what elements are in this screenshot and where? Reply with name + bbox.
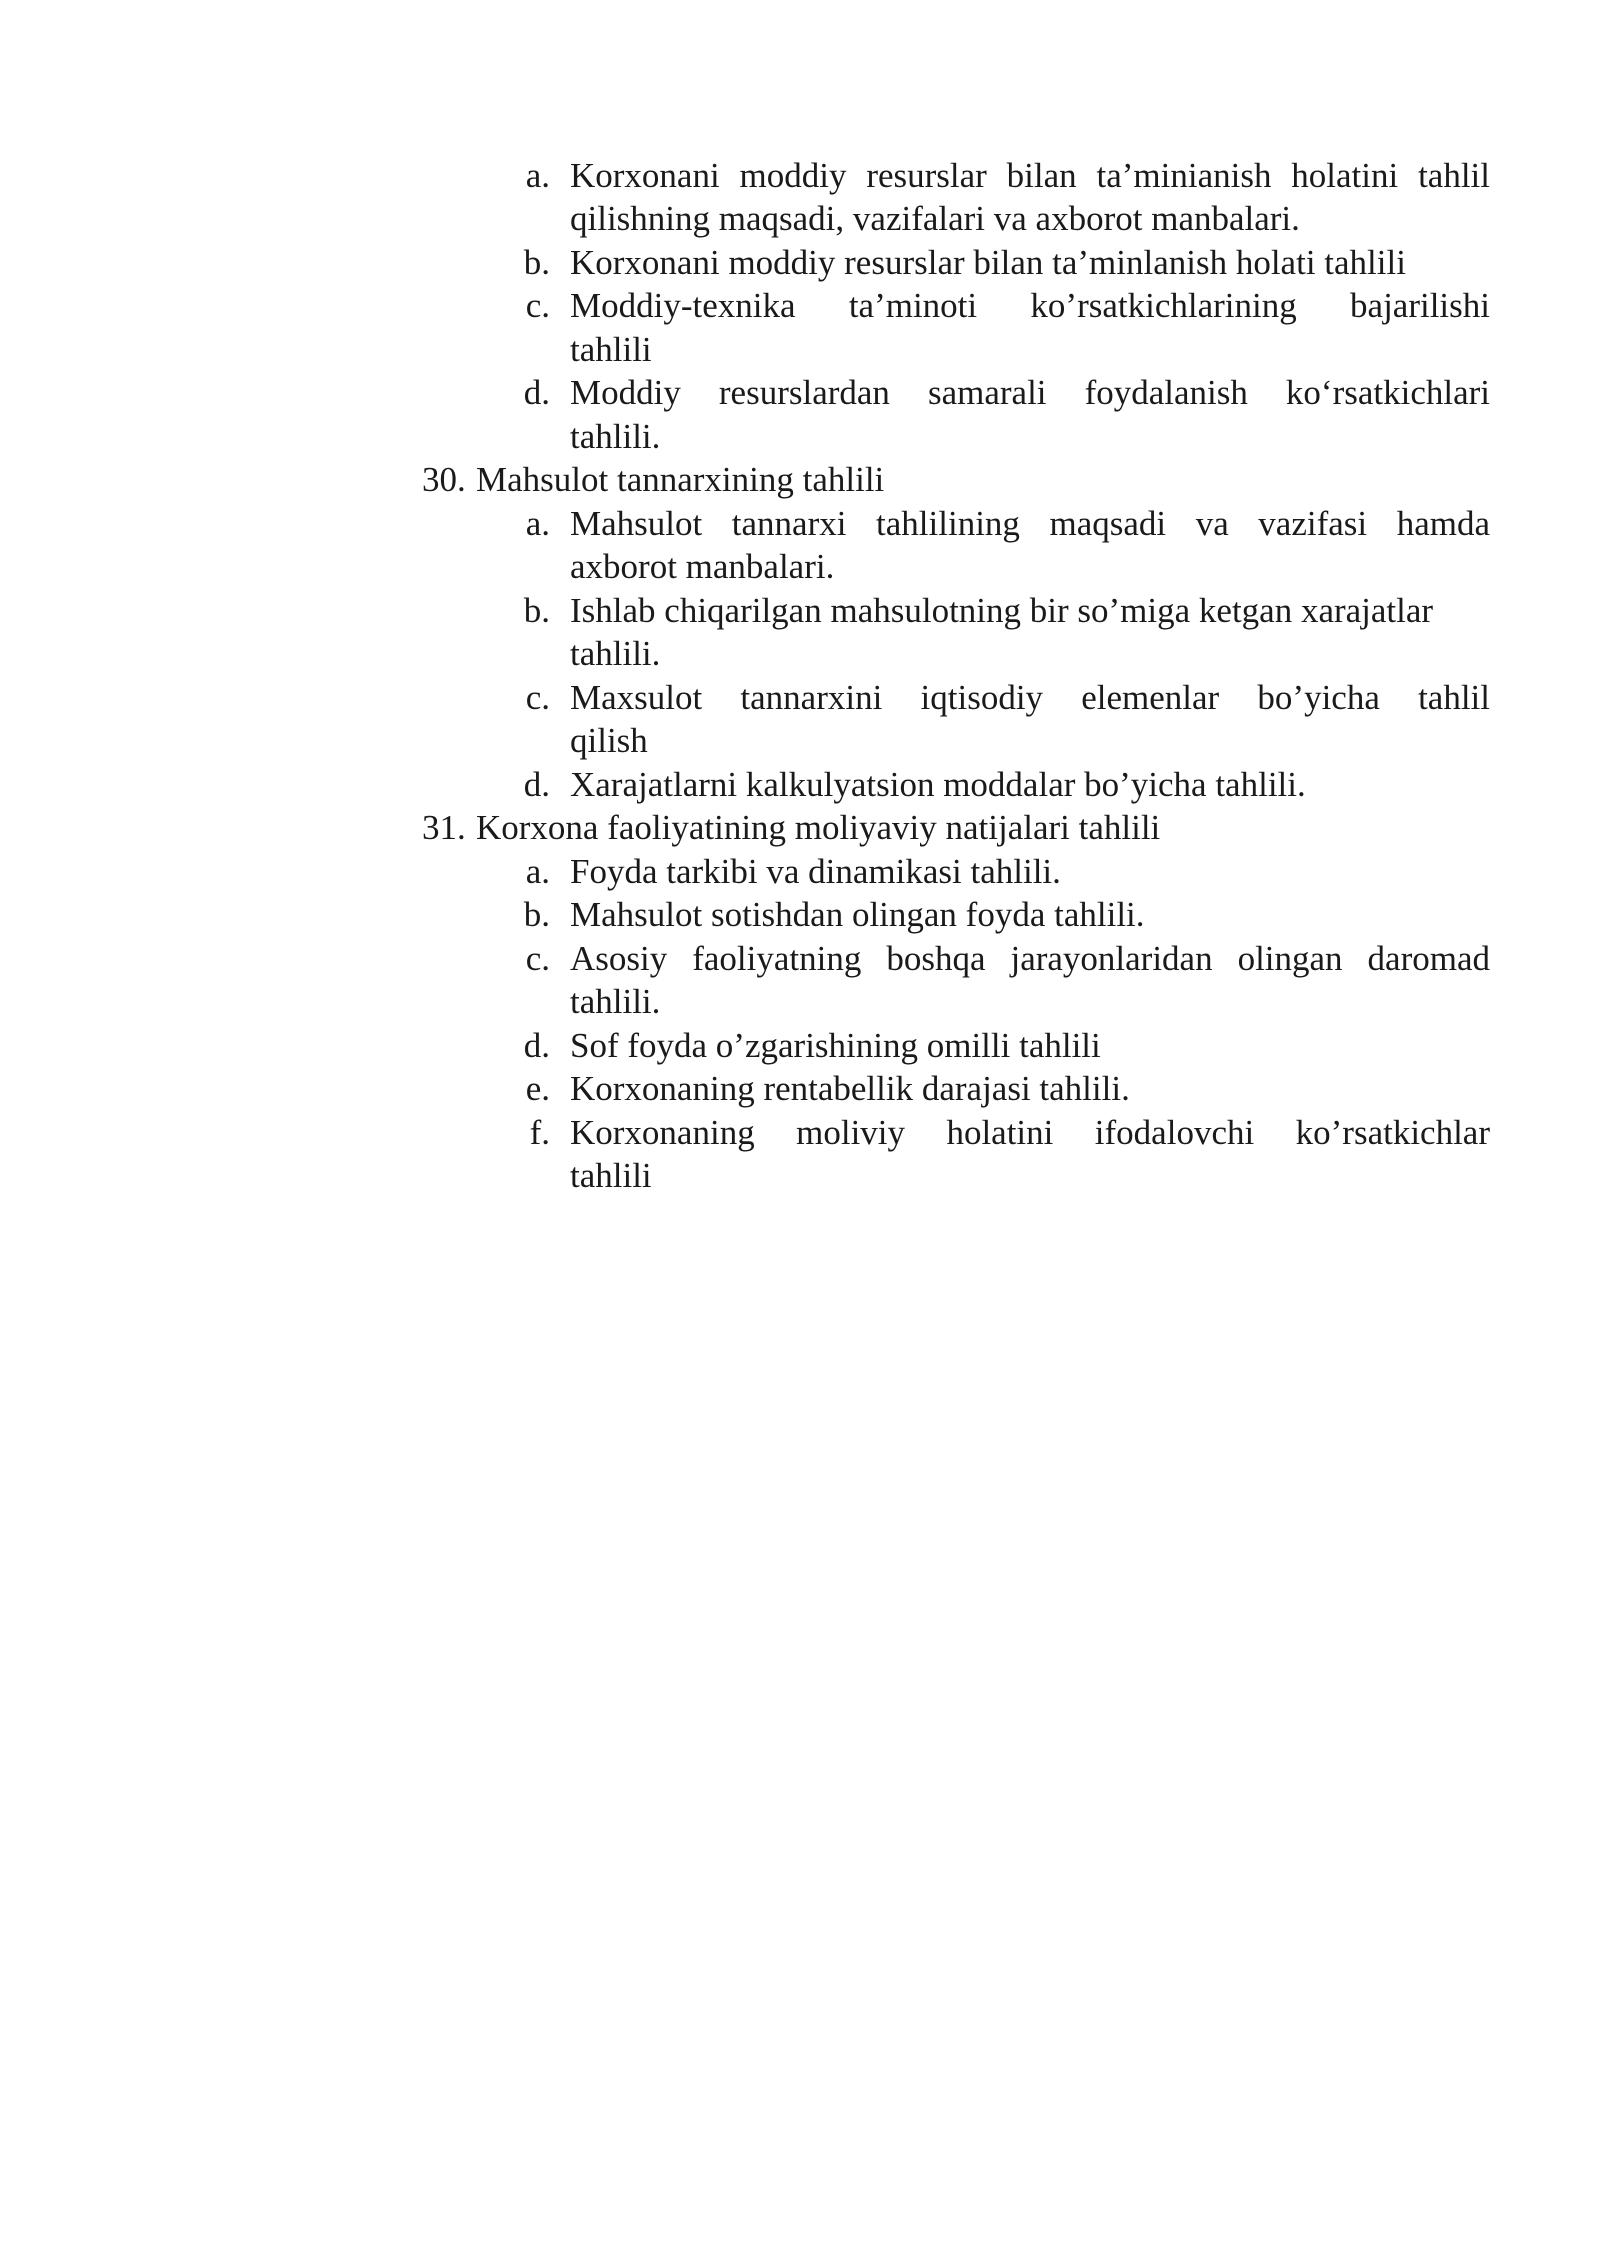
section-number: 31.: [422, 808, 466, 847]
list-item-text: tahlili.: [570, 982, 661, 1021]
list-item-text: tahlili: [570, 330, 652, 369]
list-item-label: a.: [525, 852, 550, 891]
list-item-text: tahlili.: [570, 417, 661, 456]
list-item-text: Korxonani moddiy resurslar bilan ta’minlanish holati tahlili: [570, 243, 1406, 282]
list-item-label: e.: [525, 1069, 550, 1108]
list-item-text: Ishlab chiqarilgan mahsulotning bir so’miga ketgan xarajatlar: [570, 591, 1434, 630]
list-item-text: Korxonaning rentabellik darajasi tahlili.: [570, 1069, 1130, 1108]
list-item-label: c.: [525, 286, 550, 325]
list-item-text: qilish: [570, 721, 648, 760]
list-item-label: c.: [525, 939, 550, 978]
list-item-label: b.: [523, 591, 550, 630]
list-item-label: c.: [525, 678, 550, 717]
list-item-label: d.: [523, 1026, 550, 1065]
list-item-label: d.: [523, 765, 550, 804]
list-item-text: tahlili: [570, 1156, 652, 1195]
list-item-label: f.: [529, 1113, 550, 1152]
list-item-label: a.: [525, 156, 550, 195]
list-item-label: d.: [523, 373, 550, 412]
list-item-text: Mahsulot sotishdan olingan foyda tahlili.: [570, 895, 1145, 934]
section-title: Mahsulot tannarxining tahlili: [476, 460, 885, 499]
list-item-text: qilishning maqsadi, vazifalari va axborot manbalari.: [570, 199, 1300, 238]
list-item-text: Maxsulot tannarxini iqtisodiy elemenlar bo’yicha tahlil: [570, 678, 1490, 717]
list-item-text: Moddiy resurslardan samarali foydalanish ko‘rsatkichlari: [570, 373, 1490, 412]
list-item-text: Korxonaning moliviy holatini ifodalovchi ko’rsatkichlar: [570, 1113, 1490, 1152]
list-item-text: Asosiy faoliyatning boshqa jarayonlaridan olingan daromad: [570, 939, 1490, 978]
list-item-text: Mahsulot tannarxi tahlilining maqsadi va vazifasi hamda: [570, 504, 1490, 543]
list-item-text: Moddiy-texnika ta’minoti ko’rsatkichlarining bajarilishi: [570, 286, 1490, 325]
list-item-text: Korxonani moddiy resurslar bilan ta’minianish holatini tahlil: [570, 156, 1490, 195]
list-item-text: Foyda tarkibi va dinamikasi tahlili.: [570, 852, 1061, 891]
section-number: 30.: [422, 460, 466, 499]
list-item-text: axborot manbalari.: [570, 547, 835, 586]
list-item-label: b.: [523, 243, 550, 282]
list-item-text: Xarajatlarni kalkulyatsion moddalar bo’yicha tahlili.: [570, 765, 1306, 804]
list-item-label: a.: [525, 504, 550, 543]
section-title: Korxona faoliyatining moliyaviy natijalari tahlili: [476, 808, 1161, 847]
list-item-label: b.: [523, 895, 550, 934]
list-item-text: Sof foyda o’zgarishining omilli tahlili: [570, 1026, 1101, 1065]
list-item-text: tahlili.: [570, 634, 661, 673]
